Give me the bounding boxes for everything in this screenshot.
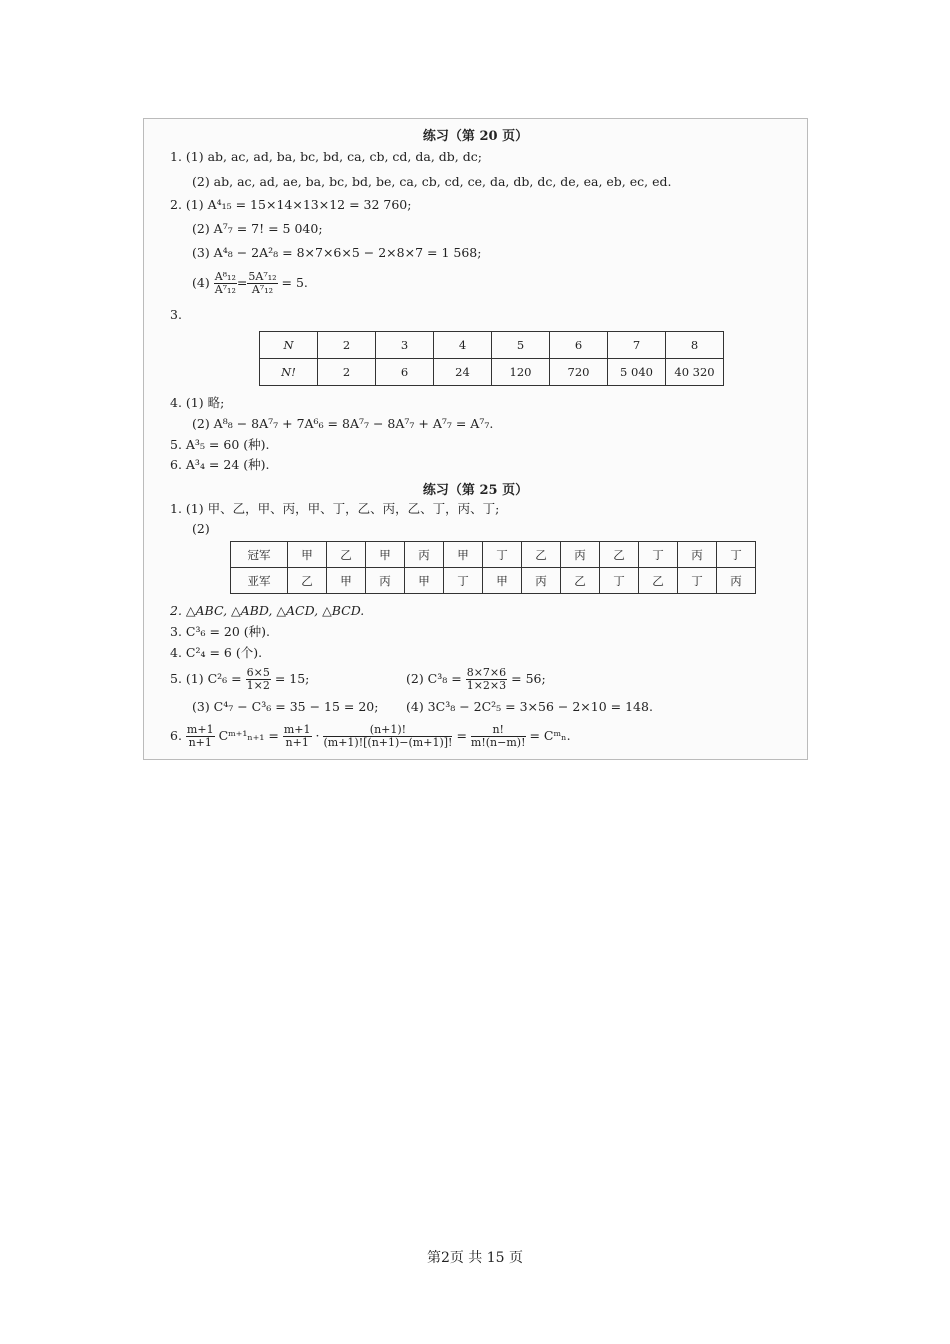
fraction-numerator: A⁸₁₂ xyxy=(214,270,236,283)
table-cell: 乙 xyxy=(561,568,600,594)
table-cell: 甲 xyxy=(366,542,405,568)
table-cell: 5 040 xyxy=(608,359,666,386)
fraction-numerator: m+1 xyxy=(283,723,311,736)
answer-p25-6-fraction-3 xyxy=(323,724,452,749)
table-cell: 2 xyxy=(318,359,376,386)
answer-p25-6-suffix: = Cᵐₙ. xyxy=(529,728,571,743)
answer-p25-5-1-suffix: = 15; xyxy=(274,671,310,686)
table-cell: 8 xyxy=(666,332,724,359)
table-cell: 丙 xyxy=(561,542,600,568)
fraction-denominator: n+1 xyxy=(188,736,212,749)
answer-p25-5-4: (4) 3C³₈ − 2C²₅ = 3×56 − 2×10 = 148. xyxy=(406,699,653,714)
table-cell: 丙 xyxy=(366,568,405,594)
table-cell: 40 320 xyxy=(666,359,724,386)
table-cell: 丙 xyxy=(717,568,756,594)
table-cell: 6 xyxy=(550,332,608,359)
table-cell: 丁 xyxy=(483,542,522,568)
fraction-numerator: 8×7×6 xyxy=(466,666,507,679)
answer-6: 6. A³₄ = 24 (种). xyxy=(170,457,270,472)
answer-p25-6-fraction-2 xyxy=(283,724,312,749)
fraction-numerator: 5A⁷₁₂ xyxy=(248,270,277,283)
table-cell: 丙 xyxy=(522,568,561,594)
answer-p25-5-2-prefix: (2) C³₈ = xyxy=(406,671,462,686)
answer-p25-5-1 xyxy=(170,665,309,693)
table-cell: 乙 xyxy=(522,542,561,568)
fraction-denominator: (m+1)![(n+1)−(m+1)]! xyxy=(323,736,453,749)
table-cell: N! xyxy=(260,359,318,386)
table-cell: 丁 xyxy=(678,568,717,594)
table-row xyxy=(231,542,756,568)
answer-p25-6-prefix: 6. xyxy=(170,728,182,743)
table-cell: 甲 xyxy=(405,568,444,594)
answer-p25-5-3: (3) C⁴₇ − C³₆ = 35 − 15 = 20; xyxy=(192,699,379,714)
answer-2-3: (3) A⁴₈ − 2A²₈ = 8×7×6×5 − 2×8×7 = 1 568; xyxy=(192,245,482,260)
answer-p25-5-1-fraction xyxy=(246,667,271,692)
table-cell: 120 xyxy=(492,359,550,386)
scanned-answer-image xyxy=(143,118,808,760)
table-cell: 甲 xyxy=(288,542,327,568)
table-cell: 甲 xyxy=(444,542,483,568)
fraction-numerator: m+1 xyxy=(186,723,214,736)
section-heading-page20: 练习（第 20 页） xyxy=(422,129,529,144)
answer-p25-1-2: (2) xyxy=(192,521,210,536)
answer-p25-5-2 xyxy=(406,665,546,693)
table-cell: 2 xyxy=(318,332,376,359)
fraction-denominator: 1×2×3 xyxy=(466,679,507,692)
answer-2-1: 2. (1) A⁴₁₅ = 15×14×13×12 = 32 760; xyxy=(170,197,412,212)
answer-p25-6-fraction-1 xyxy=(186,724,215,749)
answer-1-2: (2) ab, ac, ad, ae, ba, bc, bd, be, ca, cb, cd, ce, da, db, dc, de, ea, eb, ec, ed. xyxy=(192,174,672,189)
table-cell: 乙 xyxy=(327,542,366,568)
factorial-table xyxy=(259,331,724,386)
table-cell: 乙 xyxy=(288,568,327,594)
page-footer: 第2页 共 15 页 xyxy=(426,1250,524,1266)
table-cell: 6 xyxy=(376,359,434,386)
table-cell: 丁 xyxy=(444,568,483,594)
champion-table xyxy=(230,541,756,594)
answer-2-4: (4) $\frac{\text{A⁸₁₂}}{\text{A⁷₁₂}}$ = $\frac{\text{5A⁷₁₂}}{\text{A⁷₁₂}}$ = 5. xyxy=(192,270,308,296)
fraction-numerator: n! xyxy=(471,724,526,737)
answer-4-1: 4. (1) 略; xyxy=(170,395,225,410)
answer-2-2: (2) A⁷₇ = 7! = 5 040; xyxy=(192,221,323,236)
table-cell: 24 xyxy=(434,359,492,386)
answer-p25-6-mid-3: = xyxy=(456,728,467,743)
table-cell: 丁 xyxy=(717,542,756,568)
answer-p25-5-2-suffix: = 56; xyxy=(511,671,546,686)
answer-2-4-fraction-2 xyxy=(247,271,277,296)
answer-3-label: 3. xyxy=(170,307,182,322)
section-heading-page25: 练习（第 25 页） xyxy=(422,483,529,498)
table-cell: 丁 xyxy=(600,568,639,594)
answer-p25-5-2-fraction xyxy=(466,667,507,692)
table-cell: 亚军 xyxy=(231,568,288,594)
table-cell: 甲 xyxy=(483,568,522,594)
answer-p25-3: 3. C³₆ = 20 (种). xyxy=(170,624,271,639)
answer-2-4-prefix: (4) xyxy=(192,275,210,290)
answer-2-4-suffix: = 5. xyxy=(281,275,308,290)
fraction-denominator: m!(n−m)! xyxy=(470,736,526,749)
answer-5: 5. A³₅ = 60 (种). xyxy=(170,437,270,452)
fraction-denominator: A⁷₁₂ xyxy=(214,283,236,296)
table-row xyxy=(231,568,756,594)
table-cell: 4 xyxy=(434,332,492,359)
table-cell: 乙 xyxy=(600,542,639,568)
answer-p25-1-1: 1. (1) 甲、乙，甲、丙，甲、丁，乙、丙，乙、丁，丙、丁; xyxy=(170,501,500,516)
table-cell: 丙 xyxy=(405,542,444,568)
answer-p25-4: 4. C²₄ = 6 (个). xyxy=(170,645,263,660)
fraction-denominator: 1×2 xyxy=(246,679,270,692)
table-cell: 7 xyxy=(608,332,666,359)
answer-p25-6-mid-1: Cᵐ⁺¹ₙ₊₁ = xyxy=(218,728,279,743)
answer-1-1: 1. (1) ab, ac, ad, ba, bc, bd, ca, cb, cd, da, db, dc; xyxy=(170,149,482,164)
table-cell: 甲 xyxy=(327,568,366,594)
fraction-numerator: 6×5 xyxy=(246,666,270,679)
answer-p25-6-fraction-4 xyxy=(471,724,526,749)
table-cell: 丙 xyxy=(678,542,717,568)
fraction-numerator: (n+1)! xyxy=(323,724,452,737)
fraction-denominator: n+1 xyxy=(285,736,309,749)
table-cell: 冠军 xyxy=(231,542,288,568)
table-cell: 丁 xyxy=(639,542,678,568)
table-cell: 5 xyxy=(492,332,550,359)
answer-4-2: (2) A⁸₈ − 8A⁷₇ + 7A⁶₆ = 8A⁷₇ − 8A⁷₇ + A⁷₇ = A⁷₇. xyxy=(192,416,494,431)
table-cell: 3 xyxy=(376,332,434,359)
table-cell: 乙 xyxy=(639,568,678,594)
table-cell: N xyxy=(260,332,318,359)
answer-p25-5-1-prefix: 5. (1) C²₆ = xyxy=(170,671,242,686)
table-row xyxy=(260,332,724,359)
answer-p25-6 xyxy=(170,721,571,751)
answer-p25-6-mid-2: · xyxy=(315,728,320,743)
answer-2-4-fraction-1 xyxy=(214,271,237,296)
answer-p25-2: 2. △ABC, △ABD, △ACD, △BCD. xyxy=(170,603,365,618)
table-cell: 720 xyxy=(550,359,608,386)
table-row xyxy=(260,359,724,386)
fraction-denominator: A⁷₁₂ xyxy=(251,283,274,296)
